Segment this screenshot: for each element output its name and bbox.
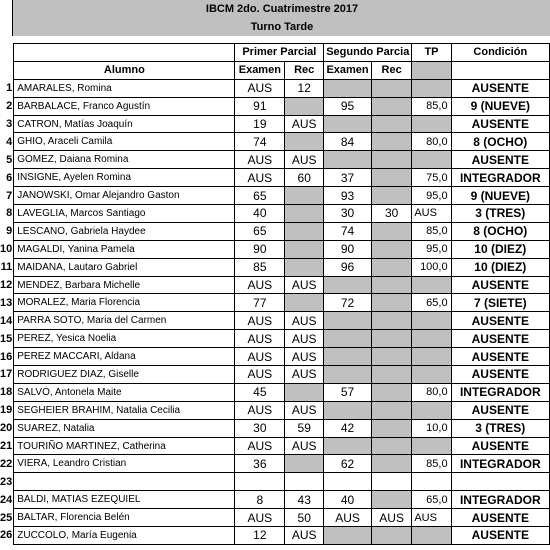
parcial1-rec-cell[interactable]: AUS (285, 312, 324, 330)
row-number: 19 (0, 404, 13, 417)
row-number: 16 (0, 350, 13, 363)
tp-cell[interactable]: AUS (412, 509, 451, 527)
parcial1-rec-cell[interactable]: 12 (285, 79, 324, 97)
parcial1-rec-cell[interactable]: AUS (285, 115, 324, 133)
condicion-cell[interactable]: AUSENTE (451, 527, 549, 545)
condicion-cell[interactable]: 9 (NUEVE) (451, 187, 549, 205)
parcial2-rec-cell[interactable] (371, 473, 411, 491)
condicion-cell[interactable]: 8 (OCHO) (451, 222, 549, 240)
condicion-cell[interactable]: 8 (OCHO) (451, 133, 549, 151)
student-name-cell[interactable]: INSIGNE, Ayelen Romina (14, 169, 235, 187)
parcial1-examen-cell[interactable]: 74 (235, 133, 285, 151)
row-number: 24 (0, 493, 13, 506)
parcial2-examen-cell[interactable]: 62 (324, 455, 372, 473)
row-number: 17 (0, 368, 13, 381)
condicion-cell[interactable]: AUSENTE (451, 330, 549, 348)
student-name-cell[interactable]: GOMEZ, Daiana Romina (14, 151, 235, 169)
parcial1-rec-cell[interactable] (285, 473, 324, 491)
parcial2-rec-cell[interactable] (371, 383, 411, 401)
student-name-cell[interactable]: MENDEZ, Barbara Michelle (14, 276, 235, 294)
parcial1-rec-cell[interactable]: AUS (285, 366, 324, 384)
table-row (0, 97, 550, 115)
student-name-cell[interactable]: LESCANO, Gabriela Haydee (14, 222, 235, 240)
parcial1-examen-cell[interactable]: AUS (235, 509, 285, 527)
parcial2-examen-cell[interactable] (324, 401, 372, 419)
condicion-cell[interactable]: AUSENTE (451, 312, 549, 330)
parcial2-examen-cell[interactable]: 42 (324, 419, 372, 437)
parcial2-rec-cell[interactable] (371, 401, 411, 419)
parcial2-rec-cell[interactable] (371, 97, 411, 115)
table-row (0, 312, 550, 330)
tp-cell[interactable]: 85,0 (412, 222, 451, 240)
parcial2-examen-cell[interactable] (324, 330, 372, 348)
header-examen-2[interactable]: Examen (324, 61, 372, 79)
student-name-cell[interactable]: BALDI, MATIAS EZEQUIEL (14, 491, 235, 509)
tp-cell[interactable]: 65,0 (412, 491, 451, 509)
condicion-cell[interactable]: AUSENTE (451, 276, 549, 294)
student-name-cell[interactable]: PARRA SOTO, Maria del Carmen (14, 312, 235, 330)
row-number: 21 (0, 440, 13, 453)
table-row (0, 491, 550, 509)
tp-cell[interactable]: 80,0 (412, 383, 451, 401)
condicion-cell[interactable]: INTEGRADOR (451, 169, 549, 187)
parcial2-examen-cell[interactable]: 30 (324, 205, 372, 223)
table-row (0, 187, 550, 205)
row-number: 15 (0, 332, 13, 345)
table-row (0, 527, 550, 545)
tp-cell[interactable] (412, 115, 451, 133)
tp-cell[interactable] (412, 401, 451, 419)
parcial1-rec-cell[interactable]: 59 (285, 419, 324, 437)
parcial1-examen-cell[interactable]: 77 (235, 294, 285, 312)
parcial1-rec-cell[interactable]: AUS (285, 276, 324, 294)
parcial1-rec-cell[interactable] (285, 205, 324, 223)
sheet-subtitle[interactable]: Turno Tarde (12, 18, 550, 36)
row-number-header-2 (0, 61, 14, 79)
table-row (0, 473, 550, 491)
parcial2-rec-cell[interactable] (371, 222, 411, 240)
student-name-cell[interactable]: MORALEZ, Maria Florencia (14, 294, 235, 312)
header-tp[interactable]: TP (412, 44, 451, 62)
table-row (0, 258, 550, 276)
header-condicion-sub[interactable] (451, 61, 549, 79)
parcial1-rec-cell[interactable] (285, 455, 324, 473)
student-name-cell[interactable]: PEREZ MACCARI, Aldana (14, 348, 235, 366)
row-number: 4 (6, 135, 13, 148)
parcial2-rec-cell[interactable] (371, 437, 411, 455)
condicion-cell[interactable]: AUSENTE (451, 366, 549, 384)
parcial1-rec-cell[interactable]: AUS (285, 151, 324, 169)
student-name-cell[interactable]: MAGALDI, Yanina Pamela (14, 240, 235, 258)
student-name-cell[interactable]: VIERA, Leandro Cristian (14, 455, 235, 473)
tp-cell[interactable]: 85,0 (412, 97, 451, 115)
header-rec-1[interactable]: Rec (285, 61, 324, 79)
table-row (0, 294, 550, 312)
parcial1-examen-cell[interactable]: AUS (235, 330, 285, 348)
student-name-cell[interactable]: SUAREZ, Natalia (14, 419, 235, 437)
condicion-cell[interactable]: 9 (NUEVE) (451, 97, 549, 115)
parcial2-examen-cell[interactable] (324, 437, 372, 455)
parcial1-examen-cell[interactable]: AUS (235, 401, 285, 419)
parcial2-examen-cell[interactable]: 84 (324, 133, 372, 151)
student-name-cell[interactable]: SALVO, Antonela Maite (14, 383, 235, 401)
parcial2-examen-cell[interactable]: 93 (324, 187, 372, 205)
table-row (0, 276, 550, 294)
parcial1-rec-cell[interactable]: 43 (285, 491, 324, 509)
parcial2-rec-cell[interactable] (371, 527, 411, 545)
table-row (0, 151, 550, 169)
parcial1-examen-cell[interactable]: 40 (235, 205, 285, 223)
tp-cell[interactable]: 100,0 (412, 258, 451, 276)
sheet-title[interactable]: IBCM 2do. Cuatrimestre 2017 (12, 0, 550, 18)
parcial1-rec-cell[interactable] (285, 240, 324, 258)
parcial2-examen-cell[interactable]: AUS (324, 509, 372, 527)
tp-cell[interactable] (412, 312, 451, 330)
tp-cell[interactable]: 95,0 (412, 240, 451, 258)
parcial2-rec-cell[interactable] (371, 187, 411, 205)
parcial1-examen-cell[interactable]: 45 (235, 383, 285, 401)
parcial2-examen-cell[interactable] (324, 276, 372, 294)
parcial2-examen-cell[interactable]: 37 (324, 169, 372, 187)
header-alumno[interactable]: Alumno (14, 61, 235, 79)
condicion-cell[interactable]: INTEGRADOR (451, 455, 549, 473)
header-rec-2[interactable]: Rec (371, 61, 411, 79)
table-row (0, 79, 550, 97)
row-number: 13 (0, 296, 13, 309)
table-row (0, 437, 550, 455)
parcial2-examen-cell[interactable]: 40 (324, 491, 372, 509)
parcial2-rec-cell[interactable]: AUS (371, 509, 411, 527)
parcial2-examen-cell[interactable] (324, 366, 372, 384)
table-row (0, 222, 550, 240)
parcial1-examen-cell[interactable]: 8 (235, 491, 285, 509)
tp-cell[interactable]: AUS (412, 205, 451, 223)
parcial2-rec-cell[interactable] (371, 133, 411, 151)
parcial1-examen-cell[interactable]: AUS (235, 169, 285, 187)
student-name-cell[interactable]: JANOWSKI, Omar Alejandro Gaston (14, 187, 235, 205)
parcial1-examen-cell[interactable]: 65 (235, 222, 285, 240)
parcial2-rec-cell[interactable] (371, 312, 411, 330)
parcial2-rec-cell[interactable] (371, 276, 411, 294)
parcial1-rec-cell[interactable]: 50 (285, 509, 324, 527)
tp-cell[interactable] (412, 473, 451, 491)
parcial1-examen-cell[interactable]: 90 (235, 240, 285, 258)
parcial2-rec-cell[interactable] (371, 79, 411, 97)
condicion-cell[interactable]: AUSENTE (451, 79, 549, 97)
tp-cell[interactable]: 10,0 (412, 419, 451, 437)
table-row (0, 419, 550, 437)
tp-cell[interactable] (412, 366, 451, 384)
table-row (0, 401, 550, 419)
parcial2-examen-cell[interactable] (324, 312, 372, 330)
condicion-cell[interactable]: AUSENTE (451, 151, 549, 169)
parcial1-rec-cell[interactable]: AUS (285, 401, 324, 419)
parcial1-examen-cell[interactable]: 30 (235, 419, 285, 437)
row-number: 8 (6, 207, 13, 220)
parcial1-rec-cell[interactable]: AUS (285, 437, 324, 455)
condicion-cell[interactable]: 7 (SIETE) (451, 294, 549, 312)
parcial2-rec-cell[interactable] (371, 455, 411, 473)
condicion-cell[interactable]: 3 (TRES) (451, 419, 549, 437)
condicion-cell[interactable]: 10 (DIEZ) (451, 240, 549, 258)
student-name-cell[interactable]: CATRON, Matías Joaquín (14, 115, 235, 133)
condicion-cell[interactable]: 10 (DIEZ) (451, 258, 549, 276)
row-number: 5 (6, 153, 13, 166)
student-name-cell[interactable]: LAVEGLIA, Marcos Santiago (14, 205, 235, 223)
student-name-cell[interactable] (14, 473, 235, 491)
parcial2-rec-cell[interactable] (371, 491, 411, 509)
row-number-header (0, 44, 14, 62)
parcial2-rec-cell[interactable] (371, 169, 411, 187)
parcial2-rec-cell[interactable] (371, 348, 411, 366)
parcial1-examen-cell[interactable]: 12 (235, 527, 285, 545)
parcial1-rec-cell[interactable]: AUS (285, 348, 324, 366)
table-row (0, 383, 550, 401)
table-row (0, 240, 550, 258)
tp-cell[interactable]: 95,0 (412, 187, 451, 205)
table-row (0, 205, 550, 223)
tp-cell[interactable] (412, 348, 451, 366)
parcial1-examen-cell[interactable]: AUS (235, 312, 285, 330)
row-number: 2 (6, 100, 13, 113)
parcial2-rec-cell[interactable] (371, 294, 411, 312)
parcial2-examen-cell[interactable]: 57 (324, 383, 372, 401)
row-number: 1 (6, 82, 13, 95)
parcial2-examen-cell[interactable] (324, 348, 372, 366)
parcial1-examen-cell[interactable]: AUS (235, 437, 285, 455)
header-primer-parcial[interactable]: Primer Parcial (235, 44, 324, 62)
tp-cell[interactable]: 75,0 (412, 169, 451, 187)
parcial1-rec-cell[interactable]: 60 (285, 169, 324, 187)
student-name-cell[interactable]: SEGHEIER BRAHIM, Natalia Cecilia (14, 401, 235, 419)
parcial2-examen-cell[interactable]: 96 (324, 258, 372, 276)
condicion-cell[interactable]: AUSENTE (451, 401, 549, 419)
parcial2-rec-cell[interactable] (371, 258, 411, 276)
parcial2-rec-cell[interactable] (371, 115, 411, 133)
student-name-cell[interactable]: PEREZ, Yesica Noelia (14, 330, 235, 348)
header-segundo-parcial[interactable]: Segundo Parcia (324, 44, 412, 62)
parcial2-examen-cell[interactable] (324, 527, 372, 545)
parcial2-rec-cell[interactable] (371, 419, 411, 437)
parcial1-rec-cell[interactable] (285, 258, 324, 276)
parcial2-examen-cell[interactable] (324, 151, 372, 169)
condicion-cell[interactable]: AUSENTE (451, 509, 549, 527)
parcial1-rec-cell[interactable] (285, 222, 324, 240)
parcial2-examen-cell[interactable]: 90 (324, 240, 372, 258)
parcial2-rec-cell[interactable] (371, 151, 411, 169)
parcial1-rec-cell[interactable] (285, 133, 324, 151)
row-number: 6 (6, 171, 13, 184)
condicion-cell[interactable]: AUSENTE (451, 115, 549, 133)
student-name-cell[interactable]: BALTAR, Florencia Belén (14, 509, 235, 527)
parcial2-examen-cell[interactable] (324, 79, 372, 97)
table-row (0, 366, 550, 384)
parcial1-rec-cell[interactable]: AUS (285, 527, 324, 545)
table-row (0, 509, 550, 527)
parcial1-rec-cell[interactable] (285, 294, 324, 312)
row-number: 23 (0, 475, 13, 488)
header-examen-1[interactable]: Examen (235, 61, 285, 79)
grades-table (0, 43, 550, 545)
student-name-cell[interactable]: BARBALACE, Franco Agustín (14, 97, 235, 115)
parcial2-rec-cell[interactable]: 30 (371, 205, 411, 223)
parcial2-rec-cell[interactable] (371, 366, 411, 384)
parcial1-rec-cell[interactable] (285, 383, 324, 401)
parcial1-examen-cell[interactable]: 85 (235, 258, 285, 276)
parcial1-rec-cell[interactable]: AUS (285, 330, 324, 348)
header-tp-sub[interactable] (412, 61, 451, 79)
condicion-cell[interactable]: AUSENTE (451, 437, 549, 455)
row-number: 12 (0, 279, 13, 292)
row-number: 10 (0, 243, 13, 256)
tp-cell[interactable] (412, 527, 451, 545)
parcial2-examen-cell[interactable]: 95 (324, 97, 372, 115)
parcial2-rec-cell[interactable] (371, 240, 411, 258)
parcial1-examen-cell[interactable]: AUS (235, 348, 285, 366)
student-name-cell[interactable]: RODRIGUEZ DIAZ, Giselle (14, 366, 235, 384)
parcial1-examen-cell[interactable]: AUS (235, 366, 285, 384)
parcial1-examen-cell[interactable]: 91 (235, 97, 285, 115)
row-number: 11 (0, 261, 13, 274)
parcial1-examen-cell[interactable]: AUS (235, 151, 285, 169)
table-row (0, 133, 550, 151)
parcial1-examen-cell[interactable]: 65 (235, 187, 285, 205)
parcial1-rec-cell[interactable] (285, 187, 324, 205)
table-row (0, 115, 550, 133)
table-row (0, 348, 550, 366)
condicion-cell[interactable]: AUSENTE (451, 348, 549, 366)
row-number: 22 (0, 457, 13, 470)
table-row (0, 169, 550, 187)
row-number: 14 (0, 314, 13, 327)
parcial2-examen-cell[interactable]: 72 (324, 294, 372, 312)
tp-cell[interactable]: 65,0 (412, 294, 451, 312)
parcial1-examen-cell[interactable]: 36 (235, 455, 285, 473)
parcial2-examen-cell[interactable] (324, 473, 372, 491)
parcial1-examen-cell[interactable] (235, 473, 285, 491)
row-number: 26 (0, 529, 13, 542)
parcial2-rec-cell[interactable] (371, 330, 411, 348)
parcial1-examen-cell[interactable]: AUS (235, 276, 285, 294)
tp-cell[interactable] (412, 151, 451, 169)
student-name-cell[interactable]: AMARALES, Romina (14, 79, 235, 97)
parcial1-examen-cell[interactable]: AUS (235, 79, 285, 97)
parcial2-examen-cell[interactable] (324, 115, 372, 133)
row-number: 25 (0, 511, 13, 524)
condicion-cell[interactable]: 3 (TRES) (451, 205, 549, 223)
row-number: 9 (6, 225, 13, 238)
row-number: 18 (0, 386, 13, 399)
header-condicion[interactable]: Condición (451, 44, 549, 62)
condicion-cell[interactable]: INTEGRADOR (451, 383, 549, 401)
tp-cell[interactable]: 80,0 (412, 133, 451, 151)
row-number: 3 (6, 118, 13, 130)
condicion-cell[interactable]: INTEGRADOR (451, 491, 549, 509)
row-number: 20 (0, 422, 13, 435)
tp-cell[interactable] (412, 437, 451, 455)
student-name-cell[interactable]: MAIDANA, Lautaro Gabriel (14, 258, 235, 276)
tp-cell[interactable]: 85,0 (412, 455, 451, 473)
parcial1-rec-cell[interactable] (285, 97, 324, 115)
student-name-cell[interactable]: GHIO, Araceli Camila (14, 133, 235, 151)
parcial1-examen-cell[interactable]: 19 (235, 115, 285, 133)
student-name-cell[interactable]: TOURIÑO MARTINEZ, Catherina (14, 437, 235, 455)
condicion-cell[interactable] (451, 473, 549, 491)
table-row (0, 455, 550, 473)
tp-cell[interactable] (412, 276, 451, 294)
tp-cell[interactable] (412, 330, 451, 348)
tp-cell[interactable] (412, 79, 451, 97)
header-alumno-top[interactable] (14, 44, 235, 62)
parcial2-examen-cell[interactable]: 74 (324, 222, 372, 240)
row-number: 7 (6, 189, 13, 202)
student-name-cell[interactable]: ZUCCOLO, María Eugenia (14, 527, 235, 545)
table-row (0, 330, 550, 348)
